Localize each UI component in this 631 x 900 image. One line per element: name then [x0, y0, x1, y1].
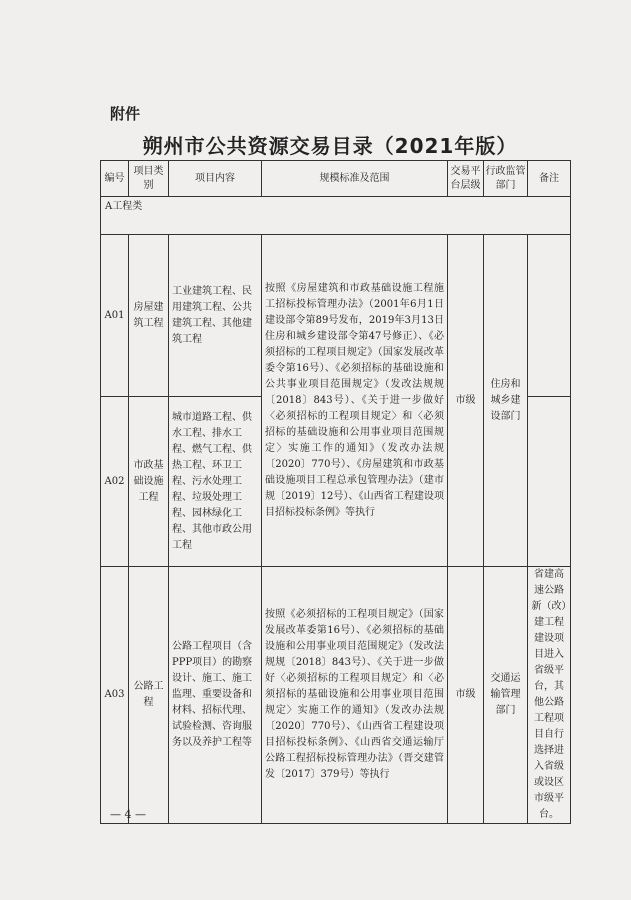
header-row: [101, 161, 571, 197]
row-note: [528, 397, 571, 567]
row-type: 房屋建筑工程: [129, 235, 169, 397]
row-content: 公路工程项目（含PPP项目）的勘察设计、施工、施工监理、重要设备和材料、招标代理、试验检测、咨询服务以及养护工程等: [169, 567, 262, 824]
row-standard: 按照《必须招标的工程项目规定》（国家发展改革委第16号）、《必须招标的基础设施和公用事业项目范围规定》（发改法规规〔2018〕843号）、《关于进一步做好〈必须招标的工程项目规定〉和〈必须招标的基础设施和公用事业项目范围规定〉实施工作的通知》（发改办法规〔2020〕770号）、《山西省工程建设项目招标投标条例》、《山西省交通运输厅公路工程招标投标管理办法》（晋交建管发〔2017〕379号）等执行: [262, 567, 448, 824]
row-note: [528, 235, 571, 397]
row-content: 城市道路工程、供水工程、排水工程、燃气工程、供热工程、环卫工程、污水处理工程、垃圾处理工程、园林绿化工程、其他市政公用工程: [169, 397, 262, 567]
header-no: 编号: [101, 161, 129, 197]
attachment-label: 附件: [110, 105, 141, 123]
row-type: 公路工程: [129, 567, 169, 824]
header-type: 项目类别: [129, 161, 169, 197]
row-no: A03: [101, 567, 129, 824]
header-note: 备注: [528, 161, 571, 197]
header-dept: 行政监管部门: [484, 161, 528, 197]
row-dept: 住房和城乡建设部门: [484, 235, 528, 567]
catalog-table: [100, 160, 571, 824]
row-standard: 按照《房屋建筑和市政基础设施工程施工招标投标管理办法》（2001年6月1日建设部令第89号发布，2019年3月13日住房和城乡建设部令第47号修正）、《必须招标的工程项目规定》（国家发展改革委令第16号）、《必须招标的基础设施和公共事业项目范围规定》（发改法规规〔2018〕843号）、《关于进一步做好〈必须招标的工程项目规定〉和〈必须招标的基础设施和公用事业项目范围规定〉实施工作的通知》（发改办法规〔2020〕770号）、《房屋建筑和市政基础设施项目工程总承包管理办法》（建市规〔2019〕12号）、《山西省工程建设项目招标投标条例》等执行: [262, 235, 448, 567]
category-label: A工程类: [101, 197, 571, 235]
page-number: — 4 —: [110, 808, 146, 821]
row-content: 工业建筑工程、民用建筑工程、公共建筑工程、其他建筑工程: [169, 235, 262, 397]
category-row: [101, 197, 571, 235]
row-note: 省建高速公路新（改）建工程建设项目进入省级平台，其他公路工程项目自行选择进入省级或设区市级平台。: [528, 567, 571, 824]
row-level: 市级: [448, 567, 484, 824]
row-no: A02: [101, 397, 129, 567]
header-standard: 规模标准及范围: [262, 161, 448, 197]
row-dept: 交通运输管理部门: [484, 567, 528, 824]
header-content: 项目内容: [169, 161, 262, 197]
table-row: [101, 567, 571, 824]
row-no: A01: [101, 235, 129, 397]
row-type: 市政基础设施工程: [129, 397, 169, 567]
row-level: 市级: [448, 235, 484, 567]
table-row: [101, 235, 571, 397]
document-title: 朔州市公共资源交易目录（2021年版）: [142, 134, 518, 158]
header-level: 交易平台层级: [448, 161, 484, 197]
